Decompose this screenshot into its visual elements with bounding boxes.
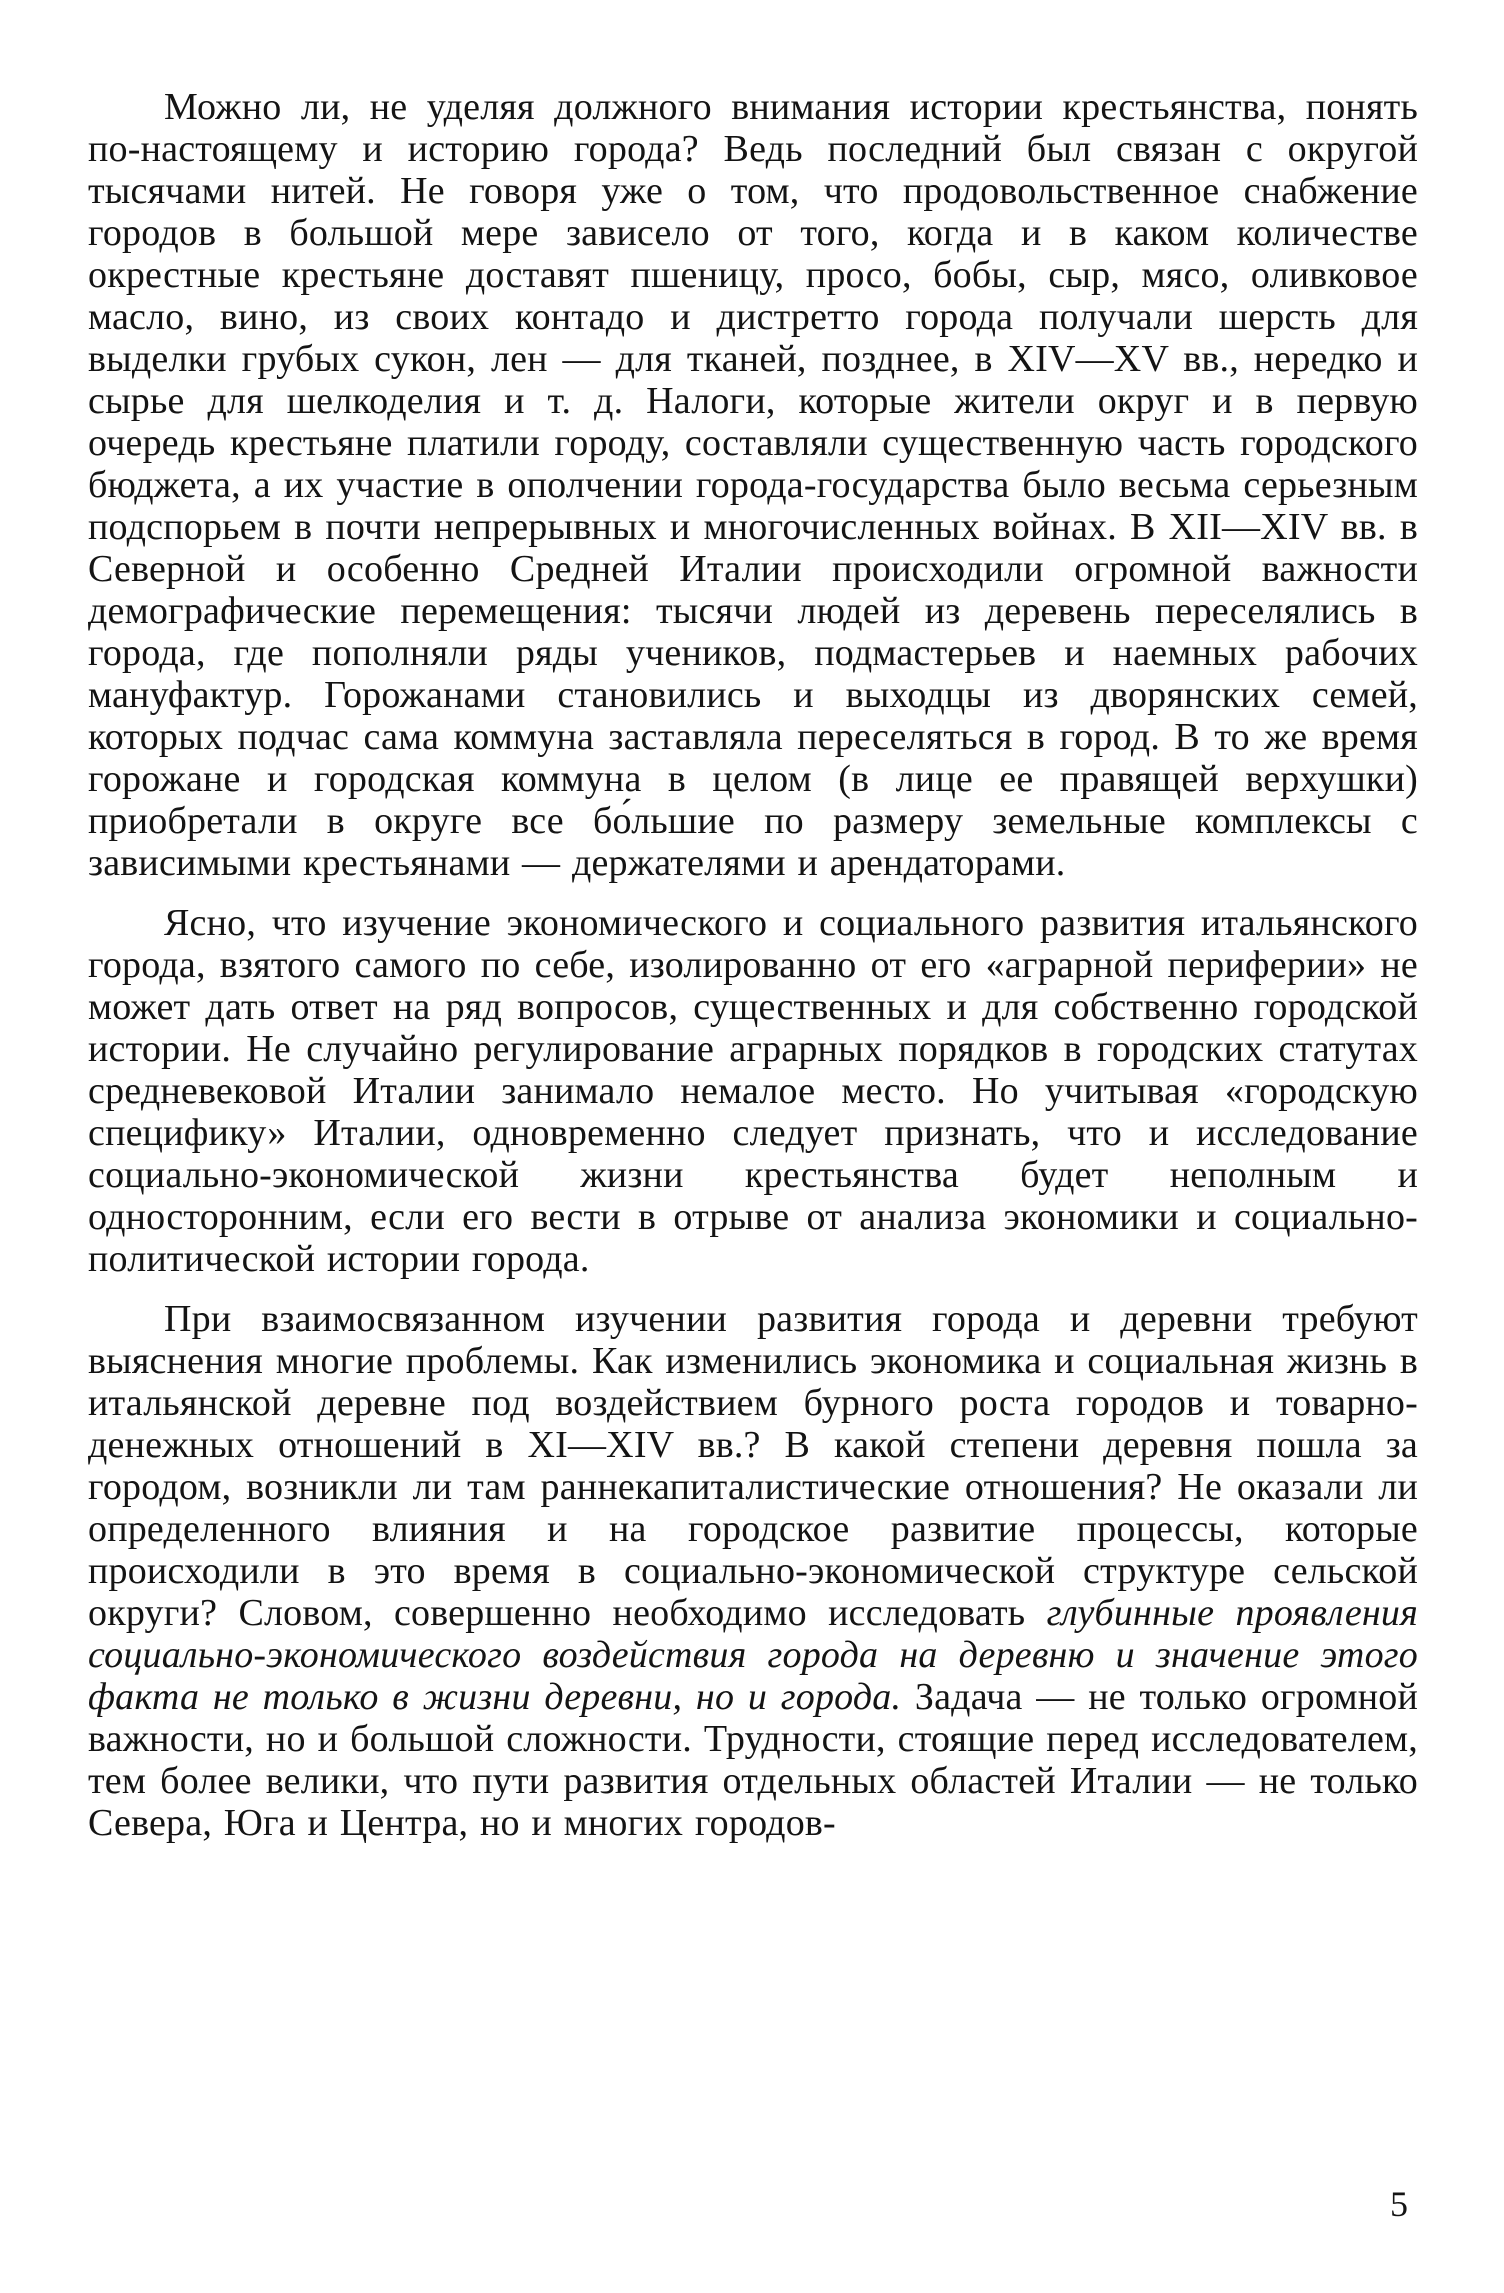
page-number: 5	[1390, 2184, 1408, 2224]
paragraph-2: Ясно, что изучение экономического и социального развития итальянского города, взятого самого по себе, изолированно от его «аграрной периферии» не может дать ответ на ряд вопросов, существенных и для собственно городской истории. Не случайно регулирование аграрных порядков в городских статутах средневековой Италии занимало немалое место. Но учитывая «городскую специфику» Италии, одновременно следует признать, что и исследование социально-экономической жизни крестьянства будет неполным и односторонним, если его вести в отрыве от анализа экономики и социально-политической истории города.	[88, 902, 1418, 1280]
paragraph-3-italic: глубинные проявления социально-экономического воздействия города на деревню и значение этого факта не только в жизни деревни, но и города.	[88, 1592, 1419, 1718]
page-body	[88, 86, 1418, 1862]
paragraph-3-start: При взаимосвязанном изучении развития города и деревни требуют выяснения многие проблемы. Как изменились экономика и социальная жизнь в итальянской деревне под воздействием бурного роста городов и товарно-денежных отношений в XI—XIV вв.? В какой степени деревня пошла за городом, возникли ли там раннекапиталистические отношения? Не оказали ли определенного влияния и на городское развитие процессы, которые происходили в это время в социально-экономической структуре сельской округи? Словом, совершенно необходимо исследовать	[88, 1298, 1418, 1634]
paragraph-1: Можно ли, не уделяя должного внимания истории крестьянства, понять по-настоящему и историю города? Ведь последний был связан с округой тысячами нитей. Не говоря уже о том, что продовольственное снабжение городов в большой мере зависело от того, когда и в каком количестве окрестные крестьяне доставят пшеницу, просо, бобы, сыр, мясо, оливковое масло, вино, из своих контадо и дистретто города получали шерсть для выделки грубых сукон, лен — для тканей, позднее, в XIV—XV вв., нередко и сырье для шелкоделия и т. д. Налоги, которые жители округ и в первую очередь крестьяне платили городу, составляли существенную часть городского бюджета, а их участие в ополчении города-государства было весьма серьезным подспорьем в почти непрерывных и многочисленных войнах. В XII—XIV вв. в Северной и особенно Средней Италии происходили огромной важности демографические перемещения: тысячи людей из деревень переселялись в города, где пополняли ряды учеников, подмастерьев и наемных рабочих мануфактур. Горожанами становились и выходцы из дворянских семей, которых подчас сама коммуна заставляла переселяться в город. В то же время горожане и городская коммуна в целом (в лице ее правящей верхушки) приобретали в округе все бо́льшие по размеру земельные комплексы с зависимыми крестьянами — держателями и арендаторами.	[88, 86, 1418, 884]
paragraph-3-end: Задача — не только огромной важности, но и большой сложности. Трудности, стоящие перед исследователем, тем более велики, что пути развития отдельных областей Италии — не только Севера, Юга и Центра, но и многих городов-	[88, 1676, 1418, 1844]
paragraph-3	[88, 1298, 1418, 1844]
